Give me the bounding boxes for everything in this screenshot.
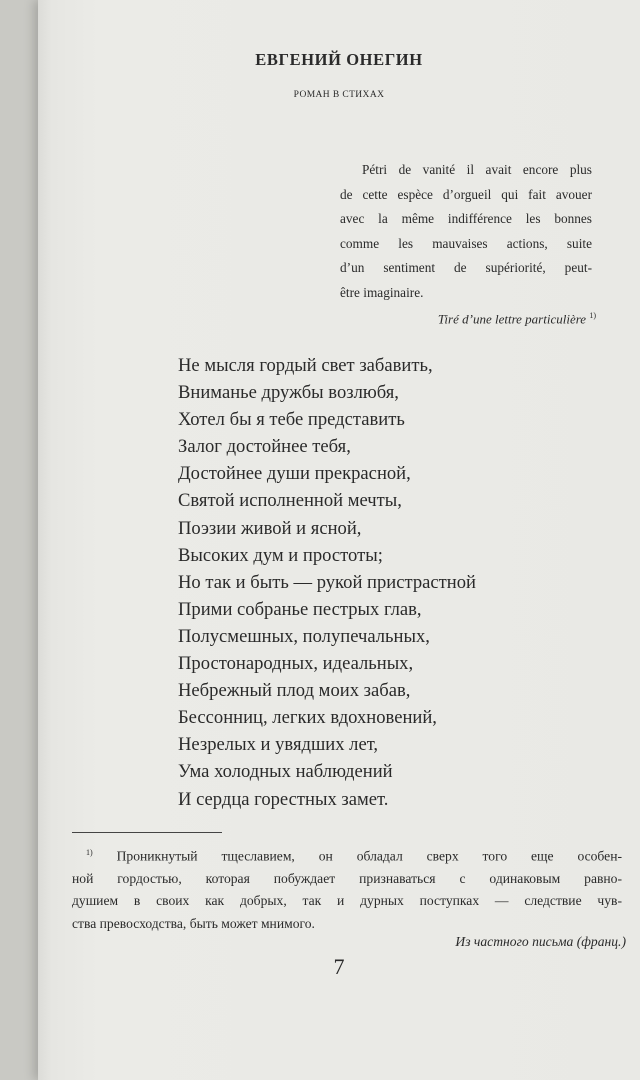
- epigraph-source-text: Tiré d’une lettre particulière: [437, 311, 587, 327]
- poem-line: Но так и быть — рукой пристрастной: [178, 571, 476, 593]
- epigraph: [340, 158, 592, 306]
- poem-line: Хотел бы я тебе представить: [178, 409, 405, 431]
- page-number: 7: [333, 954, 345, 979]
- poem-line: Святой исполненной мечты,: [178, 490, 402, 512]
- poem-line: Простонародных, идеальных,: [178, 653, 414, 675]
- poem-line: Вниманье дружбы возлюбя,: [178, 382, 399, 404]
- footnote-text: Проникнутый тщеславием, он обладал сверх того еще особен-: [116, 848, 622, 864]
- poem-line: Залог достойнее тебя,: [178, 436, 351, 458]
- page-title: ЕВГЕНИЙ ОНЕГИН: [255, 50, 423, 69]
- footnote-source: Из частного письма (франц.): [455, 934, 626, 949]
- poem-line: Высоких дум и простоты;: [178, 544, 383, 566]
- footnote-line: ства превосходства, быть может мнимого.: [72, 915, 315, 931]
- poem-line: Не мысля гордый свет забавить,: [178, 355, 433, 376]
- epigraph-line: comme les mauvaises actions, suite: [340, 235, 592, 251]
- footnote-line: [72, 842, 622, 868]
- poem-line: Небрежный плод моих забав,: [178, 680, 411, 702]
- poem-line: Ума холодных наблюдений: [178, 761, 393, 783]
- footnote: [72, 842, 622, 935]
- poem: [178, 352, 476, 813]
- epigraph-line: de cette espèce d’orgueil qui fait avouer: [340, 186, 592, 202]
- book-page: [38, 0, 640, 1080]
- footnote-marker: 1): [589, 311, 596, 320]
- poem-line: Достойнее души прекрасной,: [178, 463, 411, 485]
- poem-line: Прими собранье пестрых глав,: [178, 598, 422, 620]
- footnote-line: ной гордостью, которая побуждает признаваться с одинаковым равно-: [72, 870, 622, 886]
- poem-line: Незрелых и увядших лет,: [178, 734, 379, 756]
- epigraph-line: d’un sentiment de supériorité, peut-: [340, 260, 592, 276]
- epigraph-line: Pétri de vanité il avait encore plus: [362, 162, 592, 177]
- poem-line: Бессонниц, легких вдохновений,: [178, 707, 437, 729]
- epigraph-line: être imaginaire.: [340, 284, 424, 300]
- epigraph-source: [438, 311, 596, 327]
- footnote-divider: [72, 832, 222, 833]
- footnote-marker: 1): [86, 848, 93, 857]
- poem-line: Полусмешных, полупечальных,: [178, 625, 430, 647]
- poem-line: И сердца горестных замет.: [178, 788, 389, 810]
- footnote-line: душием в своих как добрых, так и дурных поступках — следствие чув-: [72, 893, 622, 909]
- page-subtitle: РОМАН В СТИХАХ: [293, 90, 385, 100]
- epigraph-line: avec la même indifférence les bonnes: [340, 211, 592, 227]
- poem-line: Поэзии живой и ясной,: [178, 517, 362, 539]
